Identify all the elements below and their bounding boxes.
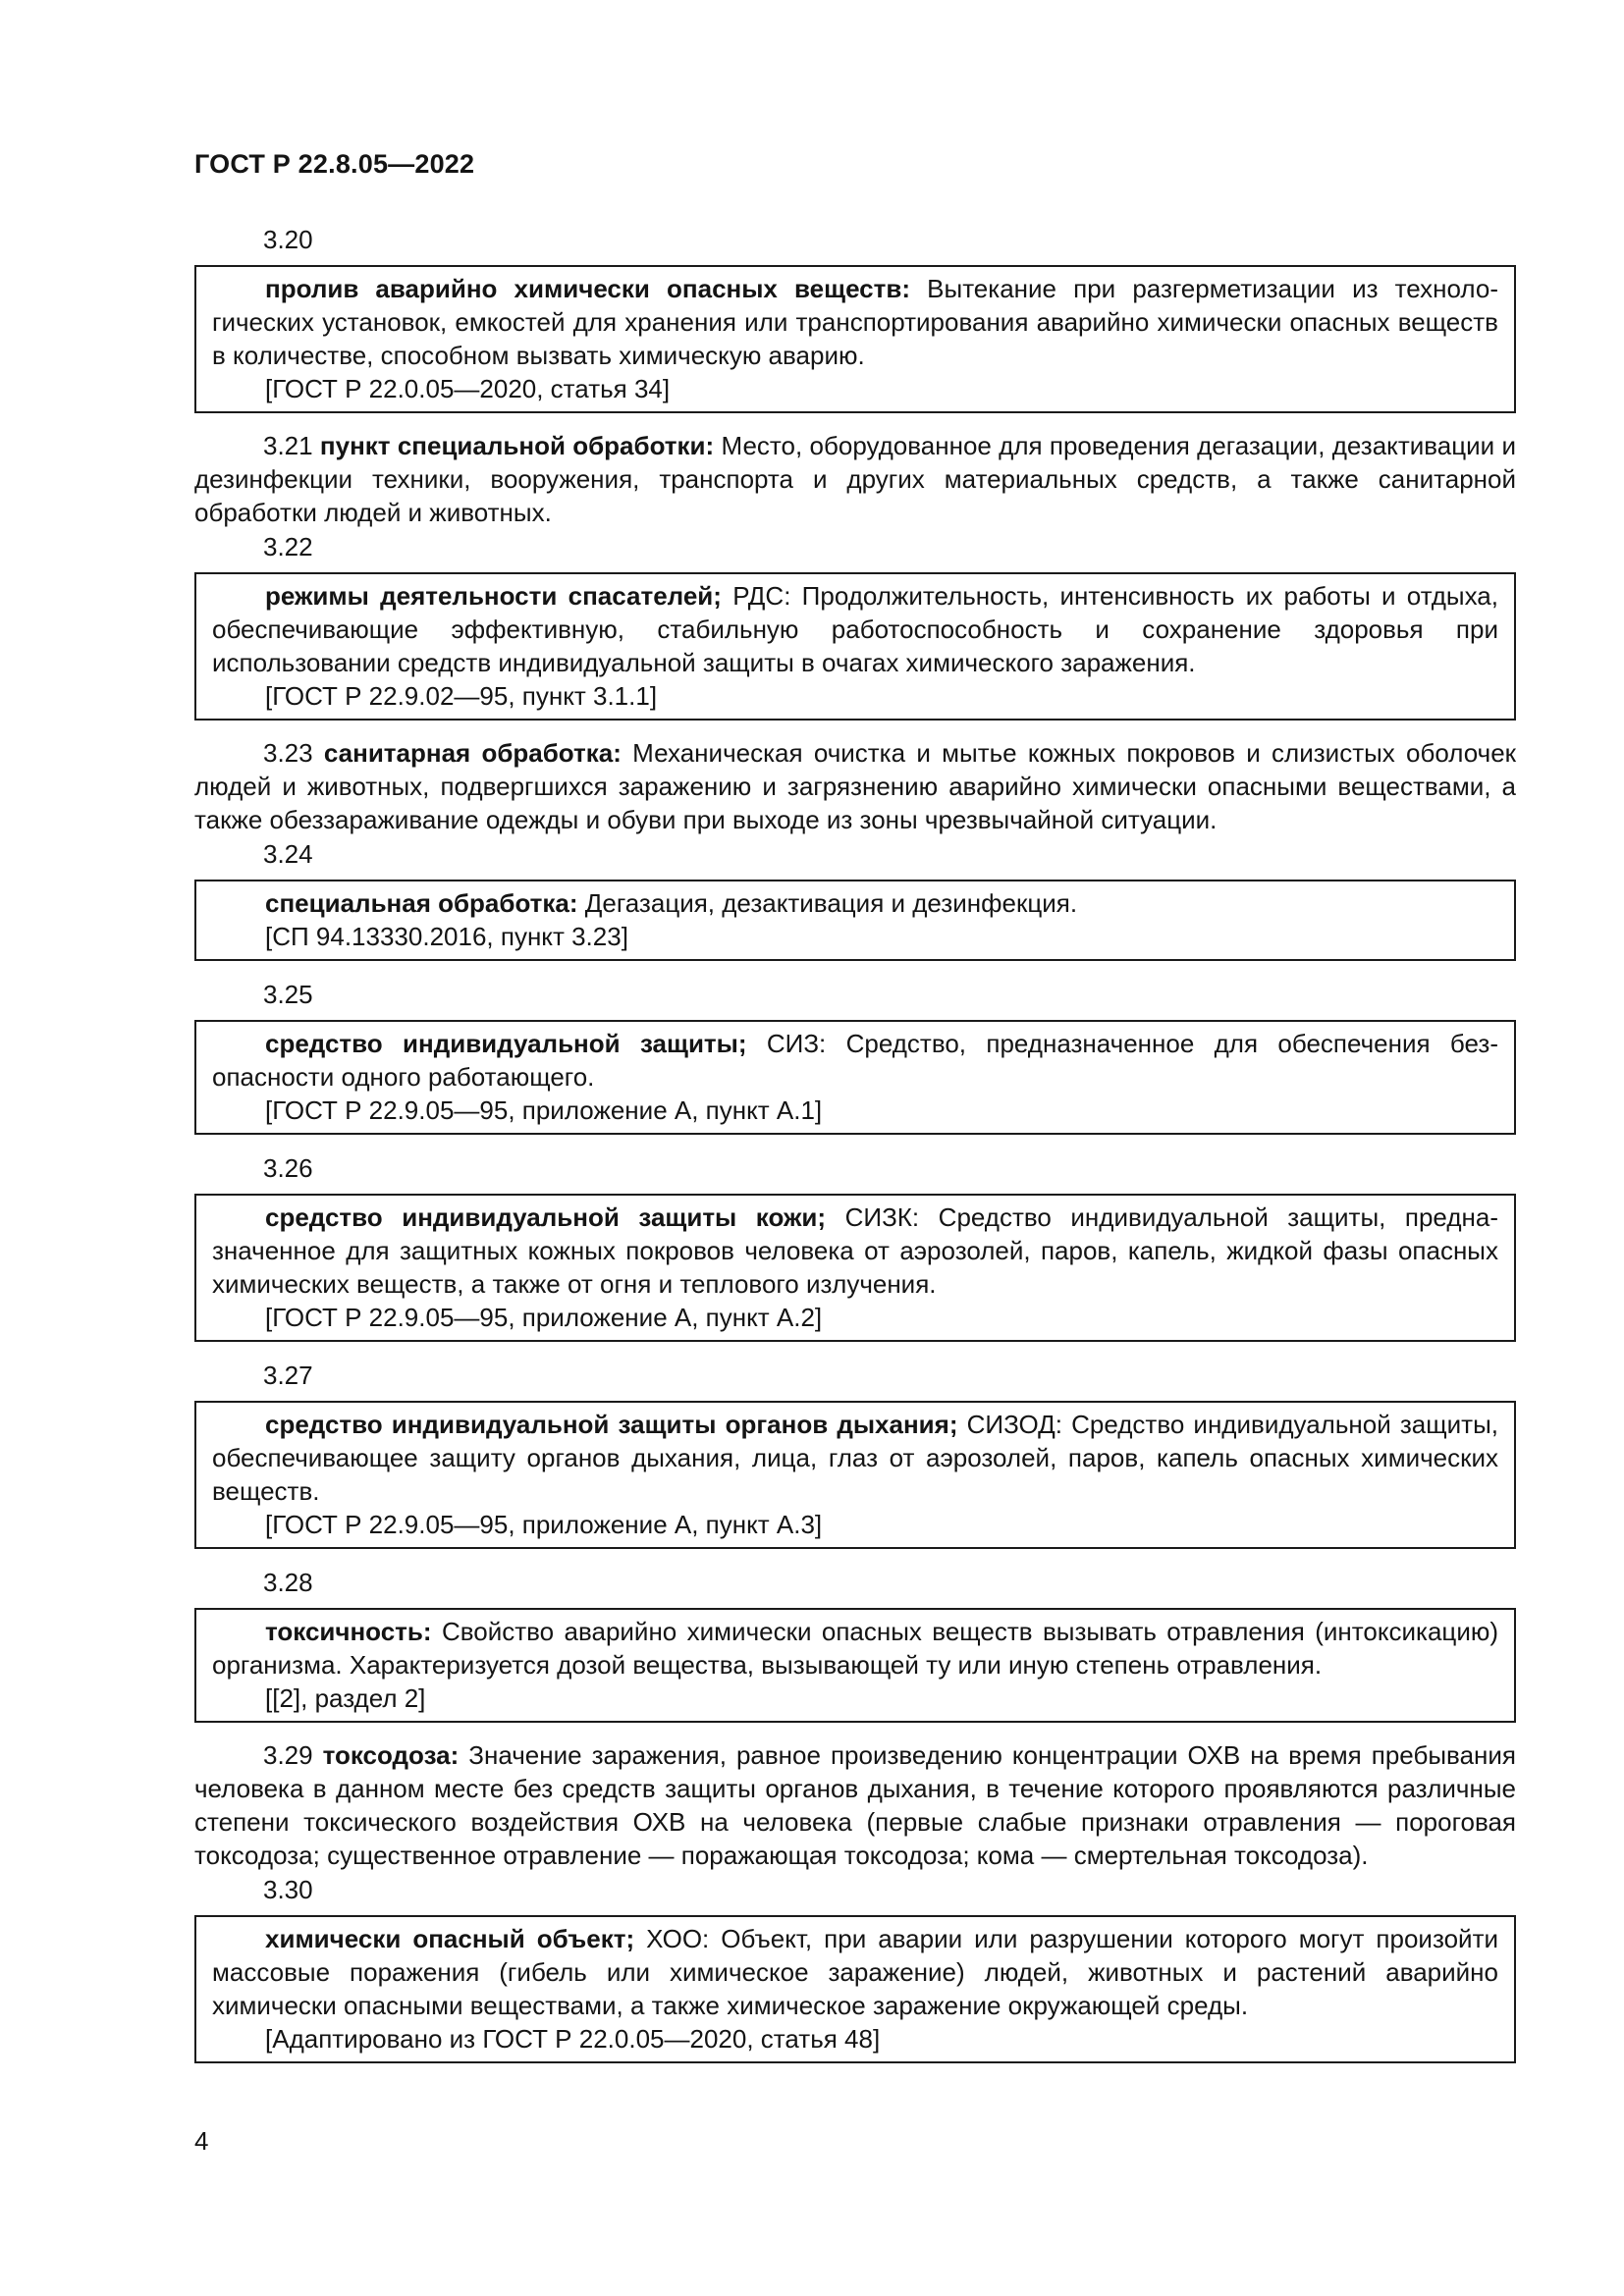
definition-body: СИЗК: Средство индивидуальной защиты, предназначенное для защитных кожных покровов человека от аэрозолей, паров, капель, жидкой фазы опасных химических веществ, а также от огня и теплового излучения. [212, 1202, 1498, 1299]
term-number: 3.20 [263, 225, 313, 254]
terms-list [194, 222, 1516, 2079]
term-name: химически опасный объект; [265, 1924, 635, 1953]
definition-text [212, 1027, 1498, 1094]
definition-paragraph-3-21 [194, 429, 1516, 529]
definition-body: РДС: Продолжительность, интенсивность их работы и отдыха, обеспечивающие эффективную, стабильную работоспособность и сохранение здоровья при использовании средств индивидуальной защиты в очагах химического заражения. [212, 581, 1498, 677]
definition-paragraph-3-29 [194, 1738, 1516, 1872]
definition-text [194, 429, 1516, 529]
definition-text [212, 1922, 1498, 2022]
term-number: 3.25 [263, 980, 313, 1009]
definition-box-3-27 [194, 1401, 1516, 1549]
definition-box-3-24 [194, 880, 1516, 961]
definition-source: [Адаптировано из ГОСТ Р 22.0.05—2020, статья 48] [265, 2024, 881, 2054]
definition-source: [ГОСТ Р 22.9.02—95, пункт 3.1.1] [265, 681, 658, 711]
definition-box-3-22 [194, 572, 1516, 721]
term-number: 3.26 [263, 1153, 313, 1183]
definition-body: СИЗОД: Средство индивидуальной защиты, обеспечивающее защиту органов дыхания, лица, глаз от аэрозолей, паров, капель опасных химических веществ. [212, 1410, 1498, 1506]
definition-source: [СП 94.13330.2016, пункт 3.23] [265, 922, 628, 951]
term-name: пролив аварийно химически опасных веществ: [265, 274, 911, 303]
definition-text [212, 272, 1498, 372]
term-number: 3.23 [263, 738, 324, 768]
definition-body: Свойство аварийно химически опасных веществ вызывать отравления (интоксикацию) организма. Характеризуется дозой вещества, вызывающей ту или иную степень отравления. [212, 1617, 1498, 1680]
definition-box-3-30 [194, 1915, 1516, 2063]
definition-text [212, 1408, 1498, 1508]
definition-text [212, 1615, 1498, 1682]
term-name: специальная обработка: [265, 888, 578, 918]
term-name: пункт специальной обработки: [319, 431, 715, 460]
document-code-header: ГОСТ Р 22.8.05—2022 [194, 149, 475, 179]
definition-body: СИЗ: Средство, предназначенное для обеспечения безопасности одного работающего. [212, 1029, 1498, 1092]
definition-body: Место, оборудованное для проведения дегазации, дезактивации и дезинфекции техники, вооружения, транспорта и других материальных средств, а также санитарной обработки людей и животных. [194, 431, 1517, 527]
definition-text [212, 579, 1498, 679]
definition-box-3-28 [194, 1608, 1516, 1723]
term-name: токсичность: [265, 1617, 432, 1646]
definition-body: Значение заражения, равное произведению концентрации ОХВ на время пребывания человека в данном месте без средств защиты органов дыхания, в течение которого проявляются различные степени токсического воздействия ОХВ на человека (первые слабые признаки отравления — пороговая токсодоза; существенное отравление — поражающая токсодоза; кома — смертельная токсодоза). [194, 1740, 1516, 1870]
definition-source: [ГОСТ Р 22.9.05—95, приложение А, пункт А.2] [265, 1303, 823, 1332]
definition-source: [ГОСТ Р 22.9.05—95, приложение А, пункт А.1] [265, 1095, 823, 1125]
definition-text [194, 1738, 1516, 1872]
definition-source: [ГОСТ Р 22.9.05—95, приложение А, пункт А.3] [265, 1510, 823, 1539]
definition-box-3-26 [194, 1194, 1516, 1342]
definition-box-3-20 [194, 265, 1516, 413]
term-number: 3.22 [263, 532, 313, 561]
definition-paragraph-3-23 [194, 736, 1516, 836]
term-name: средство индивидуальной защиты кожи; [265, 1202, 827, 1232]
definition-text [212, 1201, 1498, 1301]
page-number: 4 [194, 2126, 209, 2156]
term-name: токсодоза: [322, 1740, 460, 1770]
definition-text [212, 886, 1498, 920]
definition-body: Вытекание при разгерметизации из технологических установок, емкостей для хранения или транспортирования аварийно химически опасных веществ в количестве, способном вызвать химическую аварию. [212, 274, 1498, 370]
definition-body: Дегазация, дезактивация и дезинфекция. [577, 888, 1078, 918]
definition-body: ХОО: Объект, при аварии или разрушении которого могут произойти массовые поражения (гибель или химическое заражение) людей, животных и растений аварийно химически опасными веществами, а также химическое заражение окружающей среды. [212, 1924, 1498, 2020]
term-name: режимы деятельности спасателей; [265, 581, 722, 611]
term-name: средство индивидуальной защиты органов дыхания; [265, 1410, 958, 1439]
definition-source: [[2], раздел 2] [265, 1683, 426, 1713]
term-name: средство индивидуальной защиты; [265, 1029, 747, 1058]
definition-box-3-25 [194, 1020, 1516, 1135]
definition-body: Механическая очистка и мытье кожных покровов и слизистых оболочек людей и животных, подвергшихся заражению и загрязнению аварийно химически опасными веществами, а также обеззараживание одежды и обуви при выходе из зоны чрезвычайной ситуации. [194, 738, 1517, 834]
definition-source: [ГОСТ Р 22.0.05—2020, статья 34] [265, 374, 671, 403]
definition-text [194, 736, 1516, 836]
term-number: 3.29 [263, 1740, 323, 1770]
term-number: 3.30 [263, 1875, 313, 1904]
term-name: санитарная обработка: [323, 738, 622, 768]
term-number: 3.27 [263, 1361, 313, 1390]
term-number: 3.28 [263, 1568, 313, 1597]
term-number: 3.24 [263, 839, 313, 869]
term-number: 3.21 [263, 431, 320, 460]
